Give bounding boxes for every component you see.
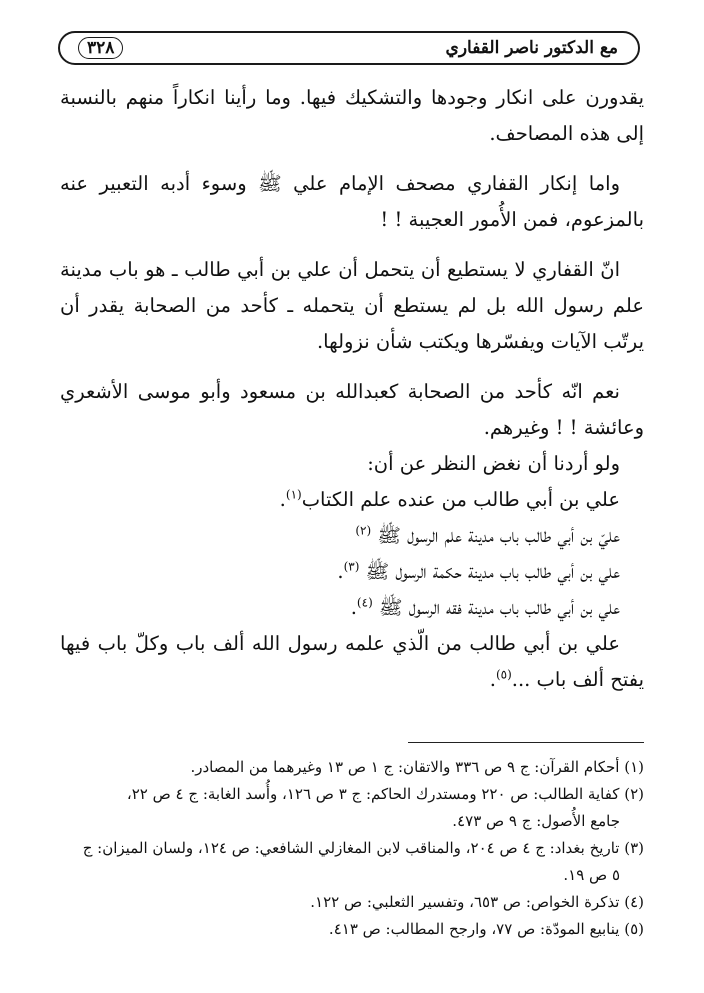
paragraph: واما إنكار القفاري مصحف الإمام علي ﷺ وسوء أدبه التعبير عنه بالمزعوم، فمن الأُمور العجيبة ! ! — [60, 172, 644, 231]
paragraph: ولو أردنا أن نغض النظر عن أن: — [367, 452, 620, 475]
list-item — [60, 518, 644, 554]
period: . — [337, 560, 344, 583]
paragraph: نعم انّه كأحد من الصحابة كعبدالله بن مسعود وأبو موسى الأشعري وعائشة ! ! وغيرهم. — [60, 380, 644, 439]
running-header — [58, 31, 640, 65]
footnote: (٥) ينابيع المودّة: ص ٧٧، وارجح المطالب: ص ٤١٣. — [328, 920, 644, 938]
period: . — [489, 668, 496, 691]
footnotes — [60, 754, 644, 943]
footnote-ref[interactable]: (٥) — [495, 667, 512, 682]
paragraph — [60, 626, 644, 698]
list-item — [60, 554, 644, 590]
footnote-separator — [408, 742, 644, 743]
list-item — [60, 482, 644, 518]
list-item-text: علي بن أبي طالب من عنده علم الكتاب — [301, 488, 620, 511]
paragraph-text: علي بن أبي طالب من الّذي علمه رسول الله ألف باب وكلّ باب فيها يفتح ألف باب ... — [60, 632, 644, 691]
period: . — [279, 488, 286, 511]
footnote: (١) أحكام القرآن: ج ٩ ص ٣٣٦ والاتقان: ج ١ ص ١٣ وغيرهما من المصادر. — [190, 758, 644, 776]
footnote-continuation: ٥ ص ١٩. — [563, 866, 620, 884]
footnote-continuation: جامع الأُصول: ج ٩ ص ٤٧٣. — [452, 812, 620, 830]
period: . — [350, 596, 357, 619]
list-item — [60, 590, 644, 626]
page-number: ٣٢٨ — [78, 37, 123, 59]
list-item-text: علي بن أبي طالب باب مدينة فقه الرسول ﷺ — [378, 596, 620, 619]
footnote-ref[interactable]: (٢) — [355, 523, 372, 538]
list-item-text: علي بن أبي طالب باب مدينة حكمة الرسول ﷺ — [365, 560, 620, 583]
footnote-ref[interactable]: (٤) — [356, 595, 373, 610]
main-text — [60, 80, 644, 698]
footnote: (٢) كفاية الطالب: ص ٢٢٠ ومستدرك الحاكم: ج ٣ ص ١٢٦، وأُسد الغابة: ج ٤ ص ٢٢، — [126, 785, 644, 803]
header-title: مع الدكتور ناصر القفاري — [445, 38, 618, 58]
footnote: (٣) تاريخ بغداد: ج ٤ ص ٢٠٤، والمناقب لابن المغازلي الشافعي: ص ١٢٤، ولسان الميزان: ج — [82, 839, 644, 857]
paragraph: انّ القفاري لا يستطيع أن يتحمل أن علي بن أبي طالب ـ هو باب مدينة علم رسول الله بل لم يستطع أن يتحمله ـ كأحد من الصحابة يقدر أن يرتّب الآيات ويفسّرها ويكتب شأن نزولها. — [60, 258, 644, 353]
list-item-text: عليّ بن أبي طالب باب مدينة علم الرسول ﷺ — [377, 524, 620, 547]
footnote: (٤) تذكرة الخواص: ص ٦٥٣، وتفسير الثعلبي: ص ١٢٢. — [310, 893, 644, 911]
footnote-ref[interactable]: (٣) — [343, 559, 360, 574]
paragraph: يقدورن على انكار وجودها والتشكيك فيها. وما رأينا انكاراً منهم بالنسبة إلى هذه المصاحف. — [60, 86, 644, 145]
footnote-ref[interactable]: (١) — [285, 487, 302, 502]
